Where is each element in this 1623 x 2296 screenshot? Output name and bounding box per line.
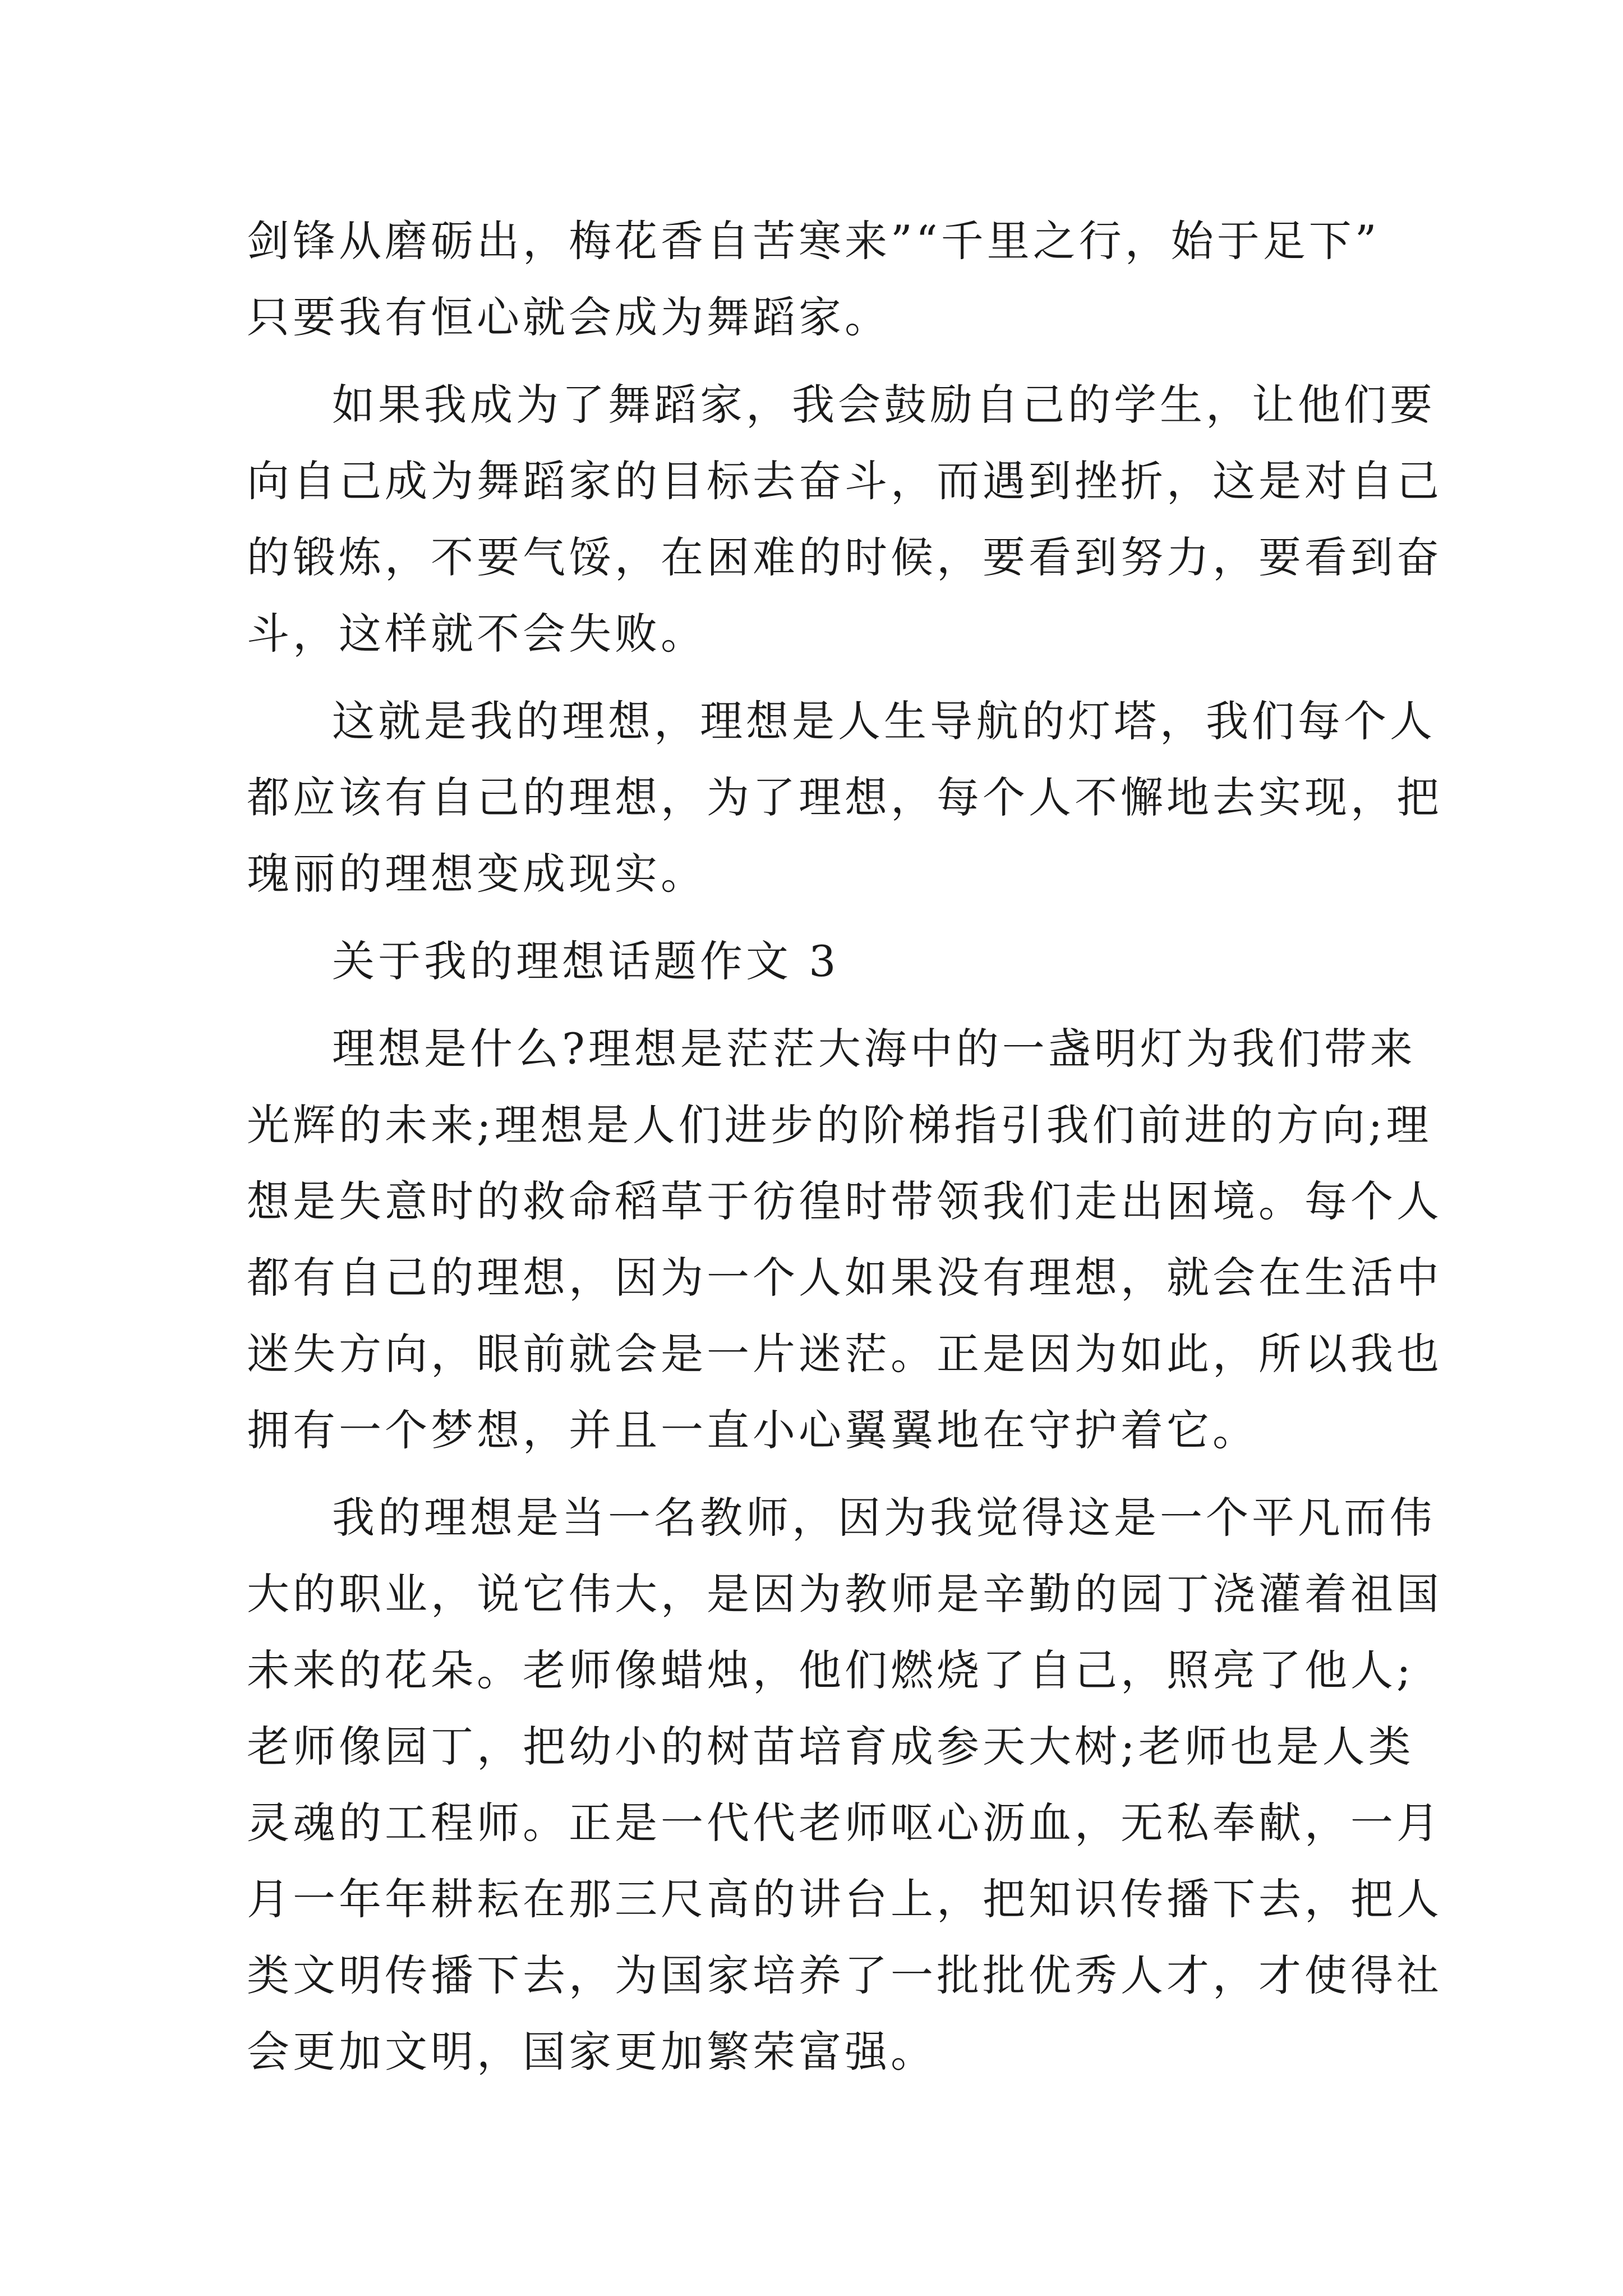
paragraph-start: 这就是我的理想，理想是人生导航的灯塔，我们每个人	[332, 696, 1436, 746]
paragraph-start: 如果我成为了舞蹈家，我会鼓励自己的学生，让他们要	[332, 380, 1436, 430]
text-line: 剑锋从磨砺出，梅花香自苦寒来”“千里之行，始于足下”	[247, 216, 1380, 266]
text-line: 大的职业，说它伟大，是因为教师是辛勤的园丁浇灌着祖国	[247, 1569, 1442, 1619]
text-line: 都应该有自己的理想，为了理想，每个人不懈地去实现，把	[247, 772, 1442, 822]
text-line: 的锻炼，不要气馁，在困难的时候，要看到努力，要看到奋	[247, 532, 1442, 582]
text-line: 向自己成为舞蹈家的目标去奋斗，而遇到挫折，这是对自己	[247, 456, 1442, 506]
text-line: 未来的花朵。老师像蜡烛，他们燃烧了自己，照亮了他人;	[247, 1645, 1414, 1695]
text-line: 会更加文明，国家更加繁荣富强。	[247, 2027, 937, 2077]
text-line: 光辉的未来;理想是人们进步的阶梯指引我们前进的方向;理	[247, 1100, 1432, 1150]
section-heading: 关于我的理想话题作文 3	[332, 936, 840, 986]
text-line: 斗，这样就不会失败。	[247, 609, 707, 659]
text-line: 拥有一个梦想，并且一直小心翼翼地在守护着它。	[247, 1405, 1258, 1455]
text-line: 迷失方向，眼前就会是一片迷茫。正是因为如此，所以我也	[247, 1329, 1442, 1379]
text-line: 都有自己的理想，因为一个人如果没有理想，就会在生活中	[247, 1253, 1442, 1303]
document-body	[247, 203, 1442, 2090]
paragraph-start: 我的理想是当一名教师，因为我觉得这是一个平凡而伟	[332, 1493, 1436, 1543]
text-line: 月一年年耕耘在那三尺高的讲台上，把知识传播下去，把人	[247, 1874, 1442, 1924]
text-line: 老师像园丁，把幼小的树苗培育成参天大树;老师也是人类	[247, 1722, 1414, 1772]
text-line: 类文明传播下去，为国家培养了一批批优秀人才，才使得社	[247, 1950, 1442, 2000]
text-line: 瑰丽的理想变成现实。	[247, 849, 707, 899]
text-line: 灵魂的工程师。正是一代代老师呕心沥血，无私奉献，一月	[247, 1798, 1442, 1848]
text-line: 只要我有恒心就会成为舞蹈家。	[247, 292, 891, 342]
text-line: 想是失意时的救命稻草于彷徨时带领我们走出困境。每个人	[247, 1176, 1442, 1226]
paragraph-start: 理想是什么?理想是茫茫大海中的一盏明灯为我们带来	[332, 1024, 1416, 1074]
